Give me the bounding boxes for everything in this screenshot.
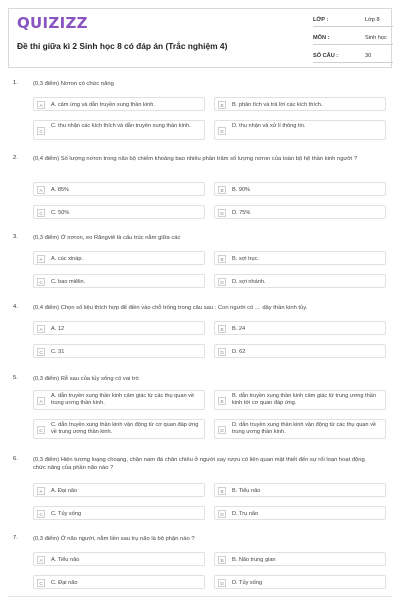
question-number: 6. (13, 456, 18, 462)
divider (8, 596, 392, 597)
option-c[interactable] (33, 575, 205, 589)
meta-label: LỚP : (313, 17, 329, 23)
option-c[interactable] (33, 205, 205, 219)
option-text: B. Não trung gian (232, 556, 276, 563)
option-text: D. 62 (232, 348, 246, 355)
option-c[interactable] (33, 274, 205, 288)
option-a[interactable] (33, 182, 205, 196)
option-text: C. Đại não (51, 579, 78, 586)
option-text: D. 75% (232, 209, 251, 216)
question-number: 2. (13, 155, 18, 161)
option-d[interactable] (214, 575, 386, 589)
option-b[interactable] (214, 552, 386, 566)
meta-label: SỐ CÂU : (313, 53, 339, 59)
option-a[interactable] (33, 251, 205, 265)
divider (313, 26, 393, 27)
option-a[interactable] (33, 321, 205, 335)
option-text: D. sợi nhánh. (232, 278, 266, 285)
question-text: (0,4 điểm) Số lượng nơron trong não bộ chiếm khoảng bao nhiêu phần trăm số lượng nơron của toàn bộ hệ thần kinh người ? (33, 156, 358, 162)
option-text: A. dẫn truyền xung thần kinh cảm giác từ các thụ quan về trung ương thần kinh. (51, 393, 195, 407)
question-number: 7. (13, 535, 18, 541)
option-text: C. Tủy sống (51, 510, 82, 517)
option-text: B. sợi trục. (232, 255, 259, 262)
option-text: C. 50% (51, 209, 70, 216)
option-letter: B (218, 556, 226, 564)
option-letter: C (37, 278, 45, 286)
question-text: (0,3 điểm) Nơron có chức năng (33, 81, 114, 87)
option-letter: D (218, 510, 226, 518)
quizizz-logo: QUIZIZZ (17, 14, 88, 32)
option-letter: C (37, 510, 45, 518)
option-a[interactable] (33, 390, 205, 410)
option-text: B. Tiểu não (232, 487, 261, 494)
option-text: D. Tủy sống (232, 579, 263, 586)
question-text: (0,3 điểm) Ở nơron, eo Răngviê là cấu trúc nằm giữa các (33, 235, 181, 241)
option-text: B. dẫn truyền xung thần kinh cảm giác từ trung ương thần kinh tới cơ quan đáp ứng. (232, 393, 376, 407)
option-text: D. thu nhận và xử lí thông tin. (232, 123, 306, 129)
option-a[interactable] (33, 483, 205, 497)
question-text: (0,3 điểm) Rễ sau của tủy sống có vai trò (33, 376, 139, 382)
option-text: B. 24 (232, 325, 246, 332)
divider (313, 62, 393, 63)
option-letter: C (37, 127, 45, 135)
option-b[interactable] (214, 97, 386, 111)
option-d[interactable] (214, 419, 386, 439)
option-letter: B (218, 487, 226, 495)
option-letter: B (218, 397, 226, 405)
question-number: 3. (13, 234, 18, 240)
option-text: A. 12 (51, 325, 65, 332)
option-text: D. dẫn truyền xung thần kinh vận động từ các thụ quan về trung ương thần kinh. (232, 422, 376, 436)
option-letter: B (218, 101, 226, 109)
option-c[interactable] (33, 344, 205, 358)
option-c[interactable] (33, 419, 205, 439)
option-text: C. thu nhận các kích thích và dẫn truyền xung thần kinh. (51, 123, 191, 129)
option-letter: B (218, 255, 226, 263)
option-letter: C (37, 209, 45, 217)
option-letter: D (218, 127, 226, 135)
option-b[interactable] (214, 483, 386, 497)
option-letter: A (37, 255, 45, 263)
option-a[interactable] (33, 97, 205, 111)
option-d[interactable] (214, 344, 386, 358)
option-text: C. 31 (51, 348, 65, 355)
option-text: B. phân tích và trả lời các kích thích. (232, 101, 323, 108)
option-letter: D (218, 278, 226, 286)
option-d[interactable] (214, 274, 386, 288)
option-text: D. Trụ não (232, 510, 259, 517)
option-letter: A (37, 101, 45, 109)
option-letter: D (218, 579, 226, 587)
option-letter: A (37, 556, 45, 564)
option-letter: A (37, 487, 45, 495)
meta-value: Sinh học (365, 35, 387, 41)
option-text: A. 85% (51, 186, 70, 193)
page-title: Đề thi giữa kì 2 Sinh học 8 có đáp án (Trắc nghiệm 4) (17, 41, 228, 51)
question-text: (0,3 điểm) Hiện tượng loạng choạng, chân nam đá chân chiêu ở người say rượu có liên quan mật thiết đến sự rối loạn hoạt động chức năng của phần não nào ? (33, 457, 365, 472)
option-b[interactable] (214, 251, 386, 265)
option-text: C. bao miêlin. (51, 278, 86, 285)
meta-value: 30 (365, 53, 372, 59)
option-text: A. Đại não (51, 487, 78, 494)
question-text: (0,3 điểm) Ở não người, nằm liền sau trụ não là bộ phận nào ? (33, 536, 195, 542)
option-d[interactable] (214, 506, 386, 520)
option-text: B. 90% (232, 186, 251, 193)
meta-question-count (313, 49, 393, 63)
meta-label: MÔN : (313, 35, 330, 41)
option-letter: D (218, 426, 226, 434)
option-letter: C (37, 426, 45, 434)
option-letter: B (218, 186, 226, 194)
option-b[interactable] (214, 390, 386, 410)
question-number: 4. (13, 304, 18, 310)
divider (313, 44, 393, 45)
option-letter: B (218, 325, 226, 333)
option-letter: A (37, 397, 45, 405)
option-c[interactable] (33, 120, 205, 140)
meta-subject (313, 31, 393, 45)
meta-grade (313, 13, 393, 27)
option-text: A. Tiểu não (51, 556, 80, 563)
option-letter: D (218, 348, 226, 356)
meta-value: Lớp 8 (365, 17, 380, 23)
document-header (8, 8, 392, 68)
option-d[interactable] (214, 205, 386, 219)
option-letter: C (37, 579, 45, 587)
question-number: 1. (13, 80, 18, 86)
option-letter: D (218, 209, 226, 217)
option-text: A. cúc xináp. (51, 255, 84, 262)
option-text: C. dẫn truyền xung thần kinh vận động từ cơ quan đáp ứng về trung ương thần kinh. (51, 422, 199, 436)
option-letter: A (37, 186, 45, 194)
option-letter: A (37, 325, 45, 333)
question-text: (0,4 điểm) Chọn số liệu thích hợp để điền vào chỗ trống trong câu sau : Con người có … dây thần kinh tủy. (33, 305, 308, 311)
option-c[interactable] (33, 506, 205, 520)
option-b[interactable] (214, 321, 386, 335)
option-a[interactable] (33, 552, 205, 566)
option-d[interactable] (214, 120, 386, 140)
question-number: 5. (13, 375, 18, 381)
option-letter: C (37, 348, 45, 356)
option-b[interactable] (214, 182, 386, 196)
option-text: A. cảm ứng và dẫn truyền xung thần kinh. (51, 101, 155, 108)
